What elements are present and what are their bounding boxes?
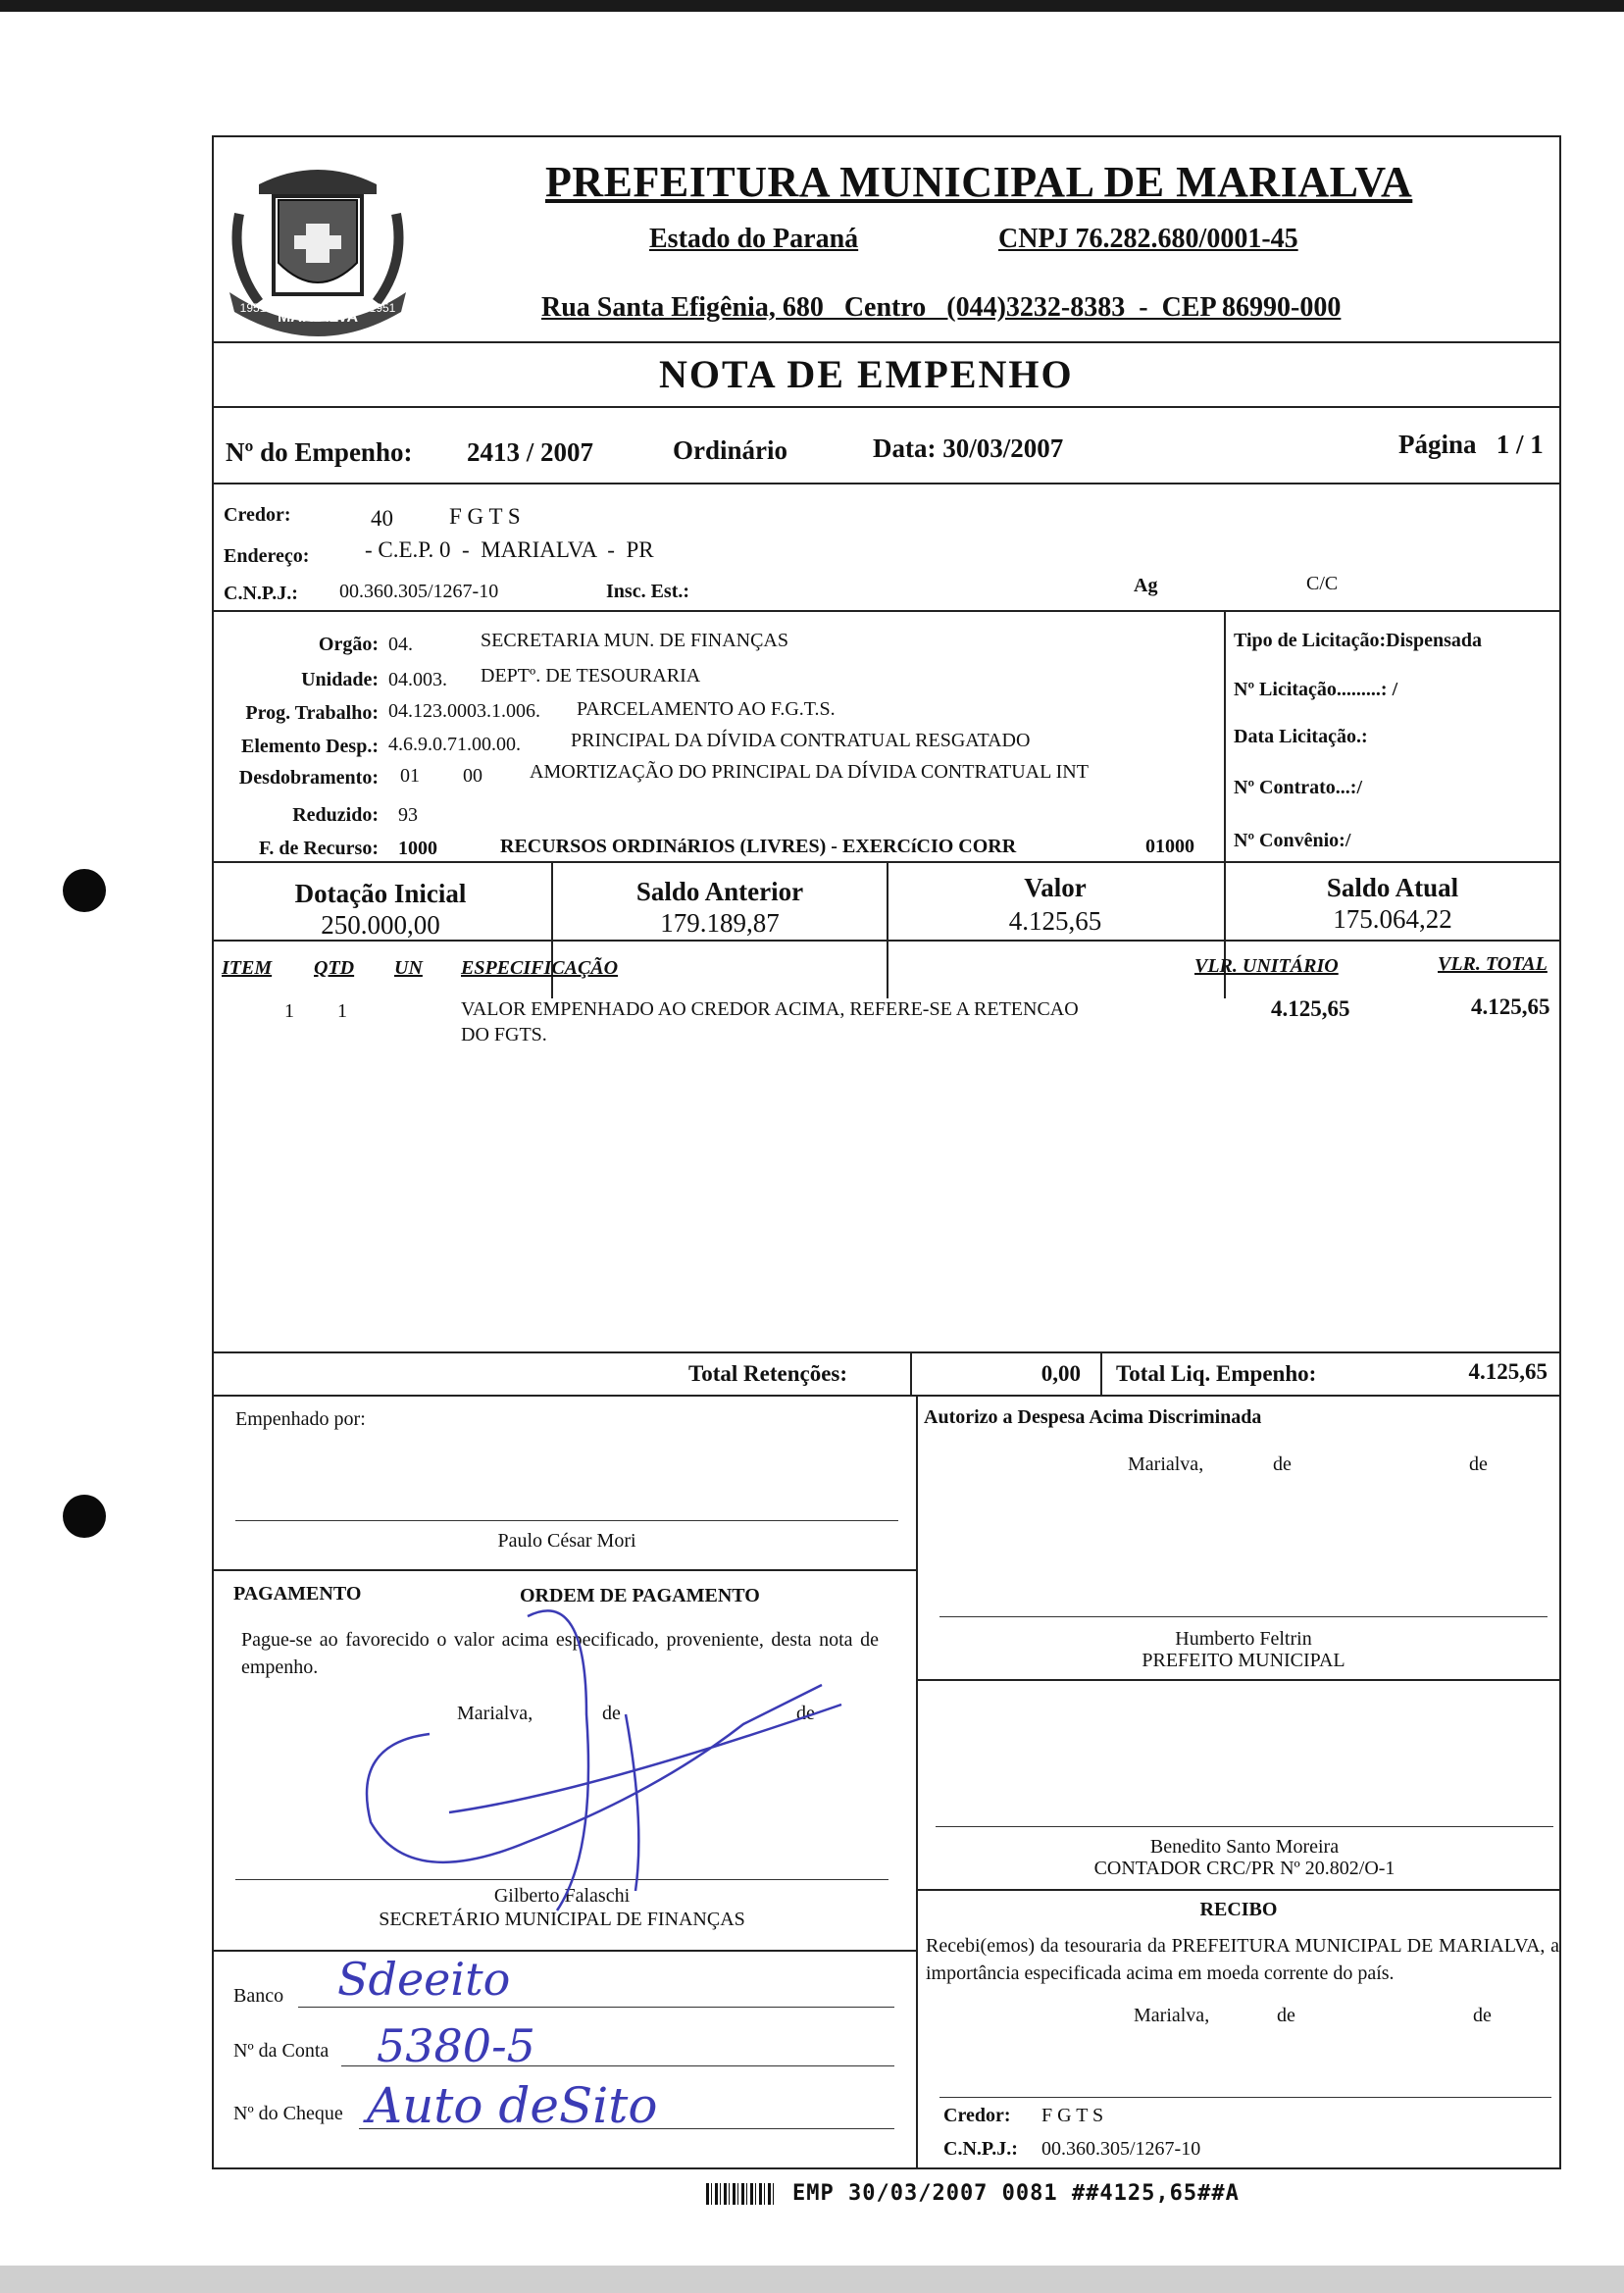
items-header-especificacao: ESPECIFICAÇÃO bbox=[461, 957, 619, 979]
fonte-recurso-code: 1000 bbox=[398, 838, 437, 859]
recibo-de-2: de bbox=[1473, 2005, 1492, 2026]
pagamento-de-1: de bbox=[602, 1703, 621, 1724]
document-title: NOTA DE EMPENHO bbox=[659, 352, 1074, 396]
header-state: Estado do Paraná bbox=[649, 224, 859, 254]
desdobramento-name: AMORTIZAÇÃO DO PRINCIPAL DA DÍVIDA CONTRATUAL INT bbox=[530, 761, 1089, 783]
fonte-recurso-code-2: 01000 bbox=[1145, 836, 1194, 857]
recibo-de-1: de bbox=[1277, 2005, 1295, 2026]
tipo-licitacao: Tipo de Licitação:Dispensada bbox=[1234, 630, 1482, 651]
desdobramento-code-1: 01 bbox=[400, 765, 420, 787]
handwritten-bank-fields-icon bbox=[308, 1946, 896, 2142]
desdobramento-label: Desdobramento: bbox=[238, 767, 379, 789]
recibo-cnpj-value: 00.360.305/1267-10 bbox=[1041, 2138, 1201, 2160]
item-total-value: 4.125,65 bbox=[1471, 994, 1550, 1019]
valor-value: 4.125,65 bbox=[1008, 906, 1102, 936]
logo-year-right: 1951 bbox=[369, 301, 396, 315]
cnpj-value: 00.360.305/1267-10 bbox=[339, 581, 499, 602]
orgao-name: SECRETARIA MUN. DE FINANÇAS bbox=[481, 630, 788, 651]
recibo-credor-label: Credor: bbox=[943, 2105, 1011, 2126]
nota-de-empenho-form bbox=[212, 135, 1561, 2169]
unidade-label: Unidade: bbox=[301, 669, 379, 690]
authentication-text: EMP 30/03/2007 0081 ##4125,65##A bbox=[792, 2181, 1240, 2206]
logo-text: MARIALVA bbox=[277, 309, 359, 326]
data-licitacao: Data Licitação.: bbox=[1234, 726, 1368, 747]
empenho-number-label: Nº do Empenho: bbox=[226, 437, 413, 467]
reduzido-value: 93 bbox=[398, 804, 418, 826]
fonte-recurso-label: F. de Recurso: bbox=[258, 838, 379, 859]
header-cnpj: CNPJ 76.282.680/0001-45 bbox=[998, 224, 1298, 254]
saldo-anterior-value: 179.189,87 bbox=[660, 908, 780, 938]
empenho-number: 2413 / 2007 bbox=[467, 437, 594, 467]
scan-bottom-edge bbox=[0, 2266, 1624, 2293]
orgao-label: Orgão: bbox=[318, 634, 379, 655]
items-header-vlr-total: VLR. TOTAL bbox=[1438, 953, 1548, 975]
credor-label: Credor: bbox=[224, 504, 291, 526]
valor-label: Valor bbox=[1024, 873, 1087, 902]
numero-conta-label: Nº da Conta bbox=[233, 2040, 330, 2062]
empenhado-por-label: Empenhado por: bbox=[235, 1408, 366, 1430]
cheque-handwritten-value: Auto deSito bbox=[367, 2077, 658, 2134]
header-title: PREFEITURA MUNICIPAL DE MARIALVA bbox=[545, 158, 1413, 206]
unidade-name: DEPTº. DE TESOURARIA bbox=[481, 665, 701, 687]
handwritten-signature-icon bbox=[331, 1597, 841, 1920]
punch-hole-top bbox=[63, 869, 106, 912]
insc-est-label: Insc. Est.: bbox=[606, 581, 690, 602]
cnpj-label: C.N.P.J.: bbox=[224, 583, 298, 604]
total-retencoes-label: Total Retenções: bbox=[688, 1361, 848, 1386]
conta-corrente-label: C/C bbox=[1306, 573, 1339, 594]
saldo-atual-value: 175.064,22 bbox=[1333, 904, 1452, 934]
prefeito-name: Humberto Feltrin bbox=[1175, 1628, 1312, 1650]
agencia-label: Ag bbox=[1134, 575, 1158, 596]
total-retencoes-value: 0,00 bbox=[1040, 1361, 1081, 1386]
prefeito-role: PREFEITO MUNICIPAL bbox=[1142, 1650, 1345, 1671]
items-header-un: UN bbox=[394, 957, 423, 979]
total-liquido-value: 4.125,65 bbox=[1468, 1359, 1548, 1384]
recibo-credor-name: F G T S bbox=[1041, 2105, 1104, 2126]
ordem-pagamento-label: ORDEM DE PAGAMENTO bbox=[520, 1585, 760, 1606]
autorizo-de-1: de bbox=[1273, 1453, 1292, 1475]
desdobramento-code-2: 00 bbox=[463, 765, 482, 787]
banco-label: Banco bbox=[233, 1985, 284, 2007]
empenhado-por-name: Paulo César Mori bbox=[497, 1530, 636, 1552]
autorizo-city: Marialva, bbox=[1128, 1453, 1204, 1475]
punch-hole-bottom bbox=[63, 1495, 106, 1538]
item-spec-line-1: VALOR EMPENHADO AO CREDOR ACIMA, REFERE-SE A RETENCAO bbox=[461, 998, 1079, 1020]
item-unit-value: 4.125,65 bbox=[1271, 996, 1350, 1021]
empenho-type: Ordinário bbox=[673, 435, 788, 465]
banco-handwritten-value: Sdeeito bbox=[337, 1953, 511, 2006]
numero-licitacao: Nº Licitação.........: / bbox=[1234, 679, 1398, 700]
items-header-item: ITEM bbox=[222, 957, 273, 979]
numero-convenio: Nº Convênio:/ bbox=[1234, 830, 1351, 851]
recibo-title: RECIBO bbox=[1199, 1899, 1278, 1920]
endereco-value: - C.E.P. 0 - MARIALVA - PR bbox=[365, 537, 654, 562]
items-header-qtd: QTD bbox=[314, 957, 355, 979]
secretario-name: Gilberto Falaschi bbox=[493, 1885, 631, 1907]
total-liquido-label: Total Liq. Empenho: bbox=[1116, 1361, 1317, 1386]
saldo-anterior-label: Saldo Anterior bbox=[635, 877, 804, 906]
reduzido-label: Reduzido: bbox=[292, 804, 379, 826]
page-number: Página 1 / 1 bbox=[1398, 430, 1544, 459]
item-spec-line-2: DO FGTS. bbox=[461, 1024, 547, 1045]
prog-trabalho-code: 04.123.0003.1.006. bbox=[388, 700, 540, 722]
recibo-cnpj-label: C.N.P.J.: bbox=[943, 2138, 1018, 2160]
numero-contrato: Nº Contrato...:/ bbox=[1234, 777, 1363, 798]
credor-name: F G T S bbox=[449, 504, 521, 529]
empenho-date: Data: 30/03/2007 bbox=[873, 433, 1064, 463]
prog-trabalho-name: PARCELAMENTO AO F.G.T.S. bbox=[577, 698, 836, 720]
pagamento-text: Pague-se ao favorecido o valor acima especificado, proveniente, desta nota de empenho. bbox=[241, 1629, 879, 1678]
recibo-city: Marialva, bbox=[1134, 2005, 1210, 2026]
autorizo-label: Autorizo a Despesa Acima Discriminada bbox=[924, 1406, 1262, 1428]
municipal-coat-of-arms-icon bbox=[220, 155, 416, 341]
header-address: Rua Santa Efigênia, 680 Centro (044)3232-8383 - CEP 86990-000 bbox=[541, 292, 1342, 323]
contador-name: Benedito Santo Moreira bbox=[1149, 1836, 1340, 1858]
prog-trabalho-label: Prog. Trabalho: bbox=[245, 702, 379, 724]
conta-handwritten-value: 5380-5 bbox=[377, 2019, 535, 2072]
numero-cheque-label: Nº do Cheque bbox=[233, 2103, 343, 2124]
authentication-stamp bbox=[706, 2181, 1240, 2206]
secretario-role: SECRETÁRIO MUNICIPAL DE FINANÇAS bbox=[379, 1909, 745, 1930]
pagamento-label: PAGAMENTO bbox=[233, 1583, 362, 1605]
elemento-desp-label: Elemento Desp.: bbox=[241, 736, 379, 757]
recibo-text: Recebi(emos) da tesouraria da PREFEITURA MUNICIPAL DE MARIALVA, a importância especificada acima em moeda corrente do país. bbox=[926, 1935, 1559, 1984]
dotacao-inicial-label: Dotação Inicial bbox=[294, 879, 467, 908]
autorizo-de-2: de bbox=[1469, 1453, 1488, 1475]
barcode-icon bbox=[706, 2183, 775, 2205]
pagamento-de-2: de bbox=[796, 1703, 815, 1724]
endereco-label: Endereço: bbox=[224, 545, 310, 567]
elemento-desp-code: 4.6.9.0.71.00.00. bbox=[388, 734, 521, 755]
pagamento-city: Marialva, bbox=[457, 1703, 533, 1724]
item-qtd: 1 bbox=[337, 1000, 347, 1022]
saldo-atual-label: Saldo Atual bbox=[1326, 873, 1459, 902]
dotacao-inicial-value: 250.000,00 bbox=[321, 910, 440, 940]
contador-role: CONTADOR CRC/PR Nº 20.802/O-1 bbox=[1093, 1858, 1396, 1879]
scan-top-edge bbox=[0, 0, 1624, 12]
item-number: 1 bbox=[284, 1000, 294, 1022]
unidade-code: 04.003. bbox=[388, 669, 447, 690]
logo-year-left: 1951 bbox=[239, 301, 267, 315]
fonte-recurso-name: RECURSOS ORDINáRIOS (LIVRES) - EXERCíCIO CORR bbox=[500, 836, 1017, 857]
elemento-desp-name: PRINCIPAL DA DÍVIDA CONTRATUAL RESGATADO bbox=[571, 730, 1031, 751]
credor-code: 40 bbox=[371, 506, 393, 531]
orgao-code: 04. bbox=[388, 634, 413, 655]
items-header-vlr-unitario: VLR. UNITÁRIO bbox=[1194, 955, 1339, 977]
